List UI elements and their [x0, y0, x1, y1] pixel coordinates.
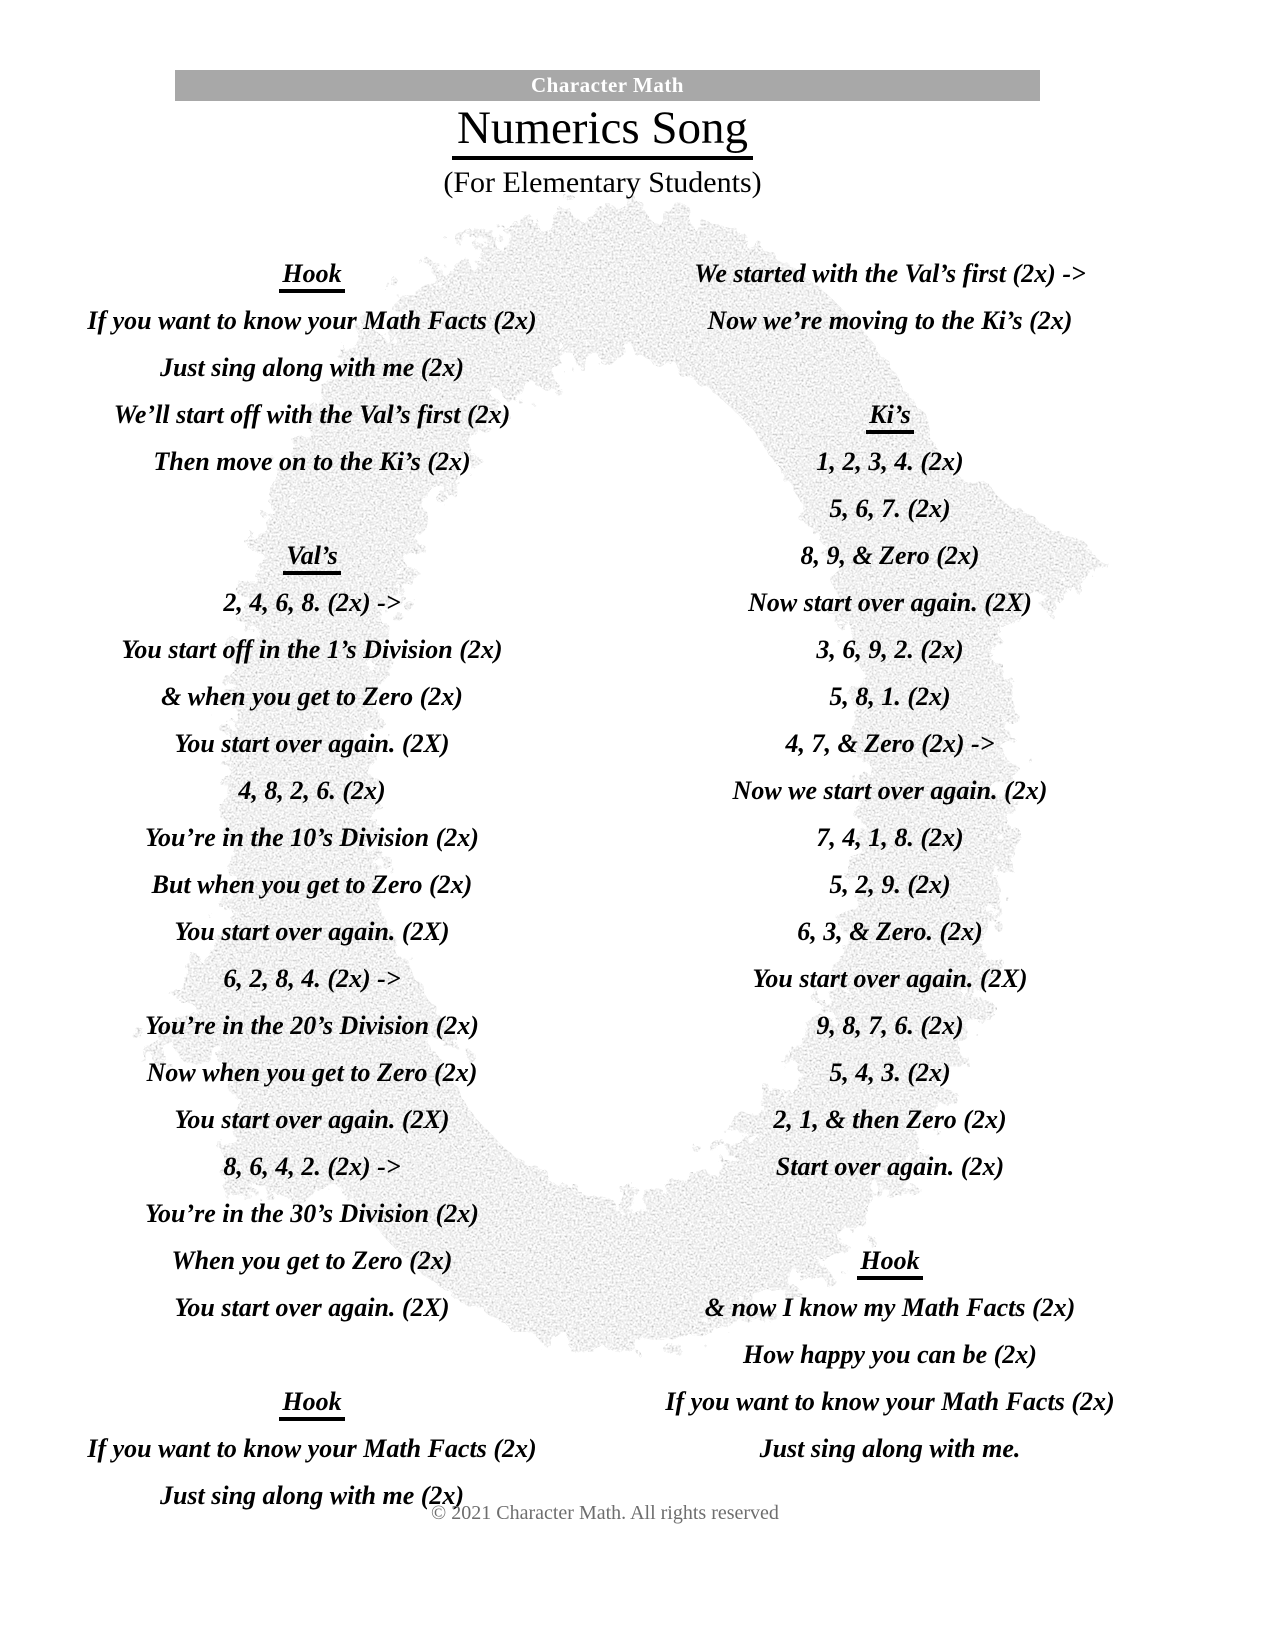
section-heading: Hook: [857, 1248, 922, 1280]
lyric-line: If you want to know your Math Facts (2x): [665, 1387, 1115, 1416]
lyric-line: & now I know my Math Facts (2x): [704, 1293, 1076, 1322]
lyric-line: & when you get to Zero (2x): [161, 682, 463, 711]
lyric-line: 4, 8, 2, 6. (2x): [238, 776, 386, 805]
section-heading: Hook: [279, 1389, 344, 1421]
lyric-line: 6, 2, 8, 4. (2x) ->: [223, 964, 401, 993]
lyric-line: 5, 8, 1. (2x): [829, 682, 951, 711]
lyric-line: You start off in the 1’s Division (2x): [121, 635, 503, 664]
section-hook-top-left: [62, 250, 562, 485]
lyric-line: 6, 3, & Zero. (2x): [797, 917, 983, 946]
lyric-line: Now we start over again. (2x): [732, 776, 1048, 805]
lyric-line: Now when you get to Zero (2x): [146, 1058, 478, 1087]
lyric-line: Just sing along with me.: [759, 1434, 1021, 1463]
lyric-line: Then move on to the Ki’s (2x): [153, 447, 471, 476]
lyric-line: You’re in the 20’s Division (2x): [145, 1011, 479, 1040]
lyric-line: 4, 7, & Zero (2x) ->: [785, 729, 995, 758]
lyric-line: But when you get to Zero (2x): [151, 870, 473, 899]
lyric-line: You start over again. (2X): [174, 1105, 450, 1134]
page-subtitle: (For Elementary Students): [443, 166, 762, 199]
section-transition: [640, 250, 1140, 344]
lyric-line: Start over again. (2x): [775, 1152, 1005, 1181]
lyric-line: We started with the Val’s first (2x) ->: [694, 259, 1086, 288]
lyrics-column-left: [62, 250, 562, 1519]
section-kis: [640, 391, 1140, 1190]
lyric-line: 2, 4, 6, 8. (2x) ->: [223, 588, 401, 617]
lyric-line: When you get to Zero (2x): [171, 1246, 453, 1275]
brand-banner: [175, 70, 1040, 101]
lyric-line: You start over again. (2X): [752, 964, 1028, 993]
lyric-line: Now start over again. (2X): [748, 588, 1032, 617]
lyric-line: You start over again. (2X): [174, 1293, 450, 1322]
page-title: Numerics Song: [452, 102, 753, 160]
lyric-line: 8, 6, 4, 2. (2x) ->: [223, 1152, 401, 1181]
lyrics-column-right: [640, 250, 1140, 1472]
lyric-line: You’re in the 10’s Division (2x): [145, 823, 479, 852]
lyric-line: We’ll start off with the Val’s first (2x): [113, 400, 511, 429]
lyric-line: 3, 6, 9, 2. (2x): [816, 635, 964, 664]
lyric-line: You start over again. (2X): [174, 917, 450, 946]
lyric-line: 5, 4, 3. (2x): [829, 1058, 951, 1087]
section-hook-bottom-right: [640, 1237, 1140, 1472]
brand-banner-label: Character Math: [531, 73, 684, 97]
lyric-line: Now we’re moving to the Ki’s (2x): [707, 306, 1073, 335]
lyric-line: You start over again. (2X): [174, 729, 450, 758]
lyric-line: 5, 6, 7. (2x): [829, 494, 951, 523]
section-heading: Ki’s: [866, 402, 913, 434]
lyric-line: Just sing along with me (2x): [159, 353, 465, 382]
copyright-notice: © 2021 Character Math. All rights reserved: [431, 1502, 779, 1524]
lyric-line: Just sing along with me (2x): [159, 1481, 465, 1510]
section-vals: [62, 532, 562, 1331]
lyric-line: If you want to know your Math Facts (2x): [87, 306, 537, 335]
lyric-line: 5, 2, 9. (2x): [829, 870, 951, 899]
lyric-line: 2, 1, & then Zero (2x): [773, 1105, 1007, 1134]
section-heading: Val’s: [283, 543, 341, 575]
lyric-line: 8, 9, & Zero (2x): [800, 541, 980, 570]
lyric-line: 7, 4, 1, 8. (2x): [816, 823, 964, 852]
lyric-line: If you want to know your Math Facts (2x): [87, 1434, 537, 1463]
section-hook-bottom-left: [62, 1378, 562, 1519]
lyric-line: How happy you can be (2x): [743, 1340, 1037, 1369]
lyric-line: 9, 8, 7, 6. (2x): [816, 1011, 964, 1040]
lyric-line: 1, 2, 3, 4. (2x): [816, 447, 964, 476]
title-row: [0, 102, 1205, 160]
lyric-line: You’re in the 30’s Division (2x): [145, 1199, 479, 1228]
section-heading: Hook: [279, 261, 344, 293]
